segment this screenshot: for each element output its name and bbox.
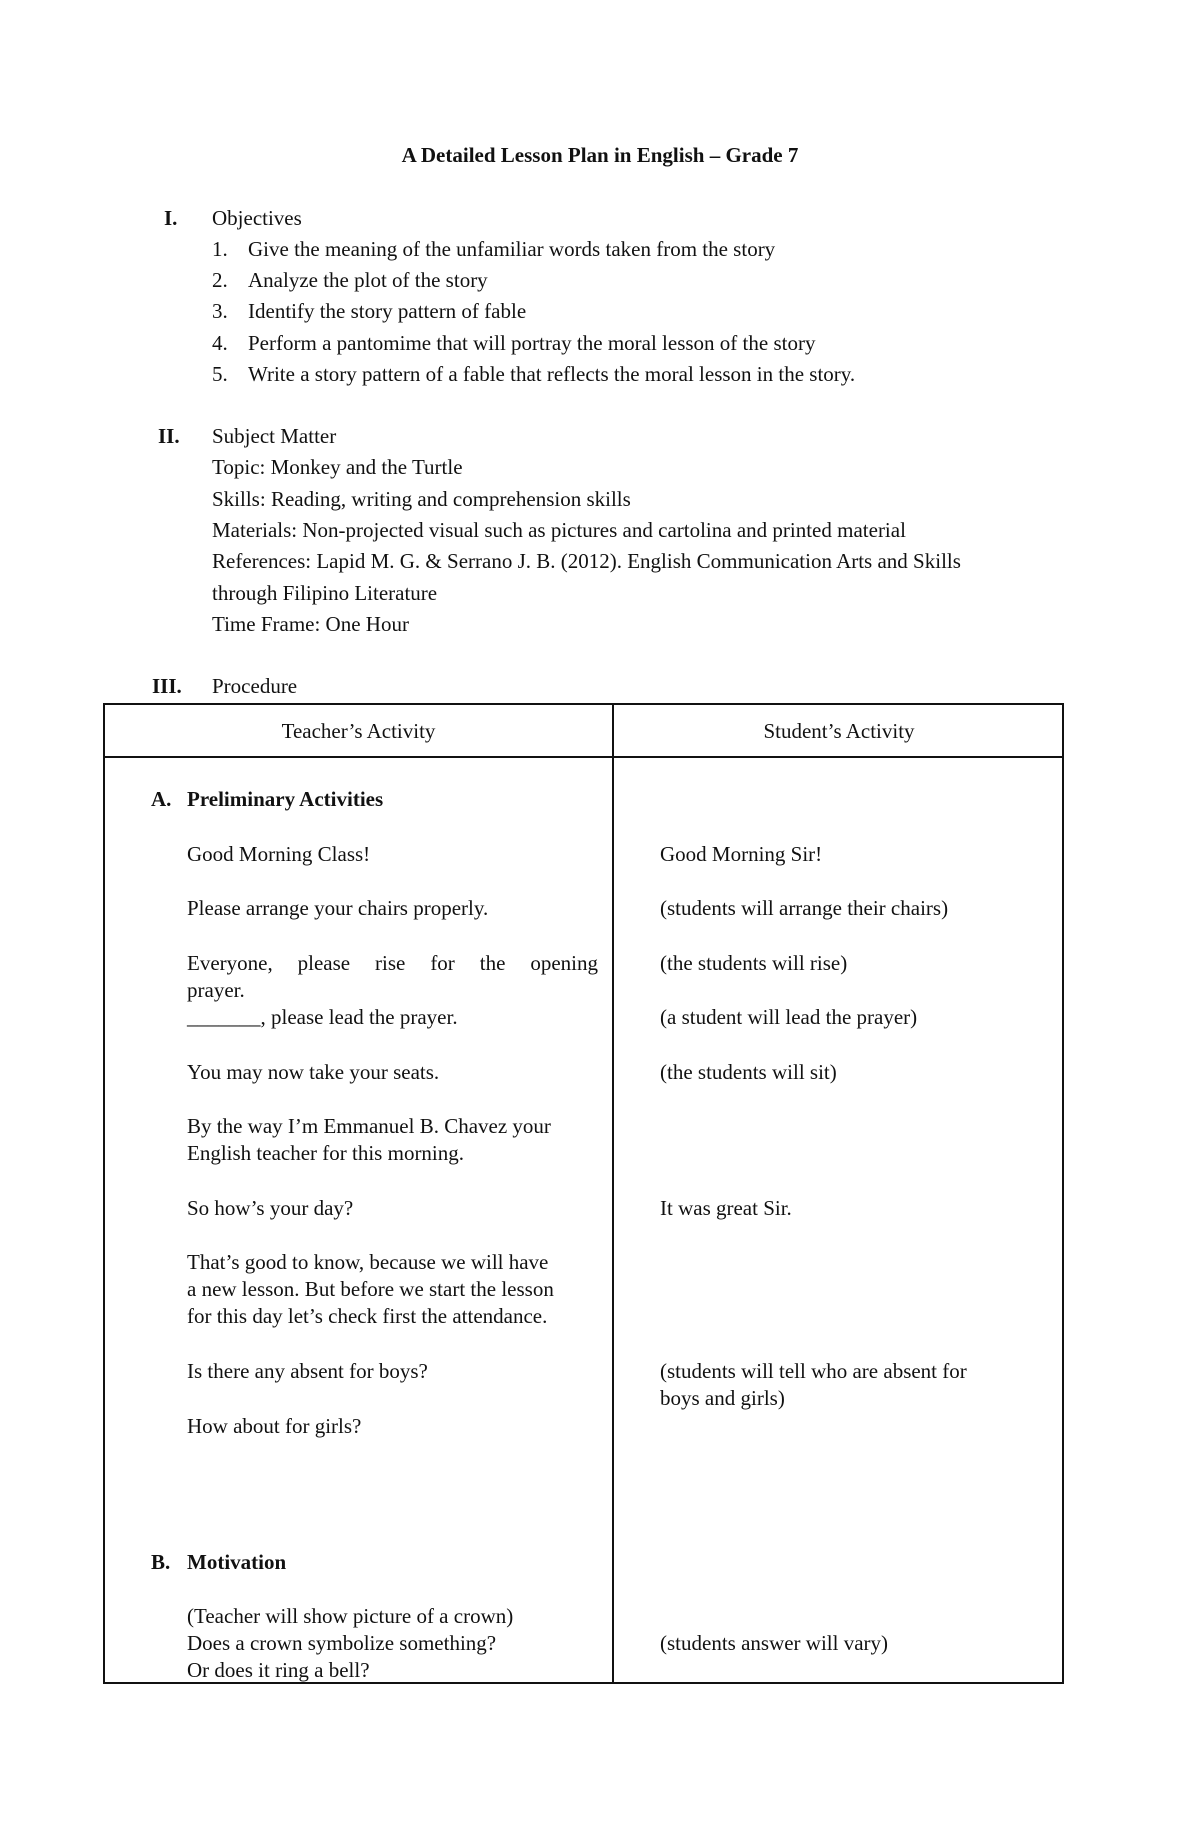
teacher-line: Is there any absent for boys? — [187, 1359, 428, 1383]
subject-matter-number: II. — [158, 424, 180, 448]
teacher-line: (Teacher will show picture of a crown) — [187, 1604, 514, 1628]
teacher-line: Does a crown symbolize something? — [187, 1631, 497, 1655]
teacher-line: for this day let’s check first the attendance. — [187, 1304, 548, 1328]
student-line: (students will arrange their chairs) — [660, 896, 949, 920]
teacher-line: Everyone, please rise for the opening — [187, 951, 598, 975]
student-line: (the students will rise) — [660, 951, 848, 975]
section-b-letter: B. — [151, 1550, 171, 1574]
subject-matter-heading: Subject Matter — [212, 424, 337, 448]
section-b-title: Motivation — [187, 1550, 287, 1574]
objective-item: Perform a pantomime that will portray the moral lesson of the story — [248, 331, 816, 355]
page-title: A Detailed Lesson Plan in English – Grade 7 — [401, 143, 799, 167]
student-line: Good Morning Sir! — [660, 842, 823, 866]
teacher-line: How about for girls? — [187, 1414, 362, 1438]
procedure-number: III. — [152, 674, 182, 698]
subject-references-cont: through Filipino Literature — [212, 581, 438, 605]
subject-time-frame: Time Frame: One Hour — [212, 612, 409, 636]
procedure-heading: Procedure — [212, 674, 298, 698]
teacher-activity-header: Teacher’s Activity — [281, 719, 436, 743]
teacher-line: prayer. — [187, 978, 245, 1002]
objective-item: Identify the story pattern of fable — [248, 299, 527, 323]
subject-skills: Skills: Reading, writing and comprehension skills — [212, 487, 631, 511]
objective-item: Analyze the plot of the story — [248, 268, 488, 292]
teacher-line: So how’s your day? — [187, 1196, 354, 1220]
teacher-line: Or does it ring a bell? — [187, 1658, 370, 1682]
student-line: (a student will lead the prayer) — [660, 1005, 918, 1029]
teacher-line: a new lesson. But before we start the lesson — [187, 1277, 554, 1301]
student-line: (students answer will vary) — [660, 1631, 889, 1655]
section-a-letter: A. — [151, 787, 172, 811]
objective-number: 2. — [212, 268, 228, 292]
teacher-line: English teacher for this morning. — [187, 1141, 465, 1165]
student-line: boys and girls) — [660, 1386, 785, 1410]
teacher-line: Please arrange your chairs properly. — [187, 896, 489, 920]
teacher-line: That’s good to know, because we will have — [187, 1250, 549, 1274]
header-divider — [105, 756, 1062, 758]
subject-references: References: Lapid M. G. & Serrano J. B. (2012). English Communication Arts and Skills — [212, 549, 961, 573]
teacher-line: _______, please lead the prayer. — [187, 1005, 458, 1029]
objective-number: 1. — [212, 237, 228, 261]
student-activity-header: Student’s Activity — [763, 719, 915, 743]
objective-item: Write a story pattern of a fable that reflects the moral lesson in the story. — [248, 362, 856, 386]
student-line: (students will tell who are absent for — [660, 1359, 967, 1383]
objective-number: 5. — [212, 362, 228, 386]
column-divider — [612, 705, 614, 1682]
teacher-line: Good Morning Class! — [187, 842, 371, 866]
teacher-line: By the way I’m Emmanuel B. Chavez your — [187, 1114, 551, 1138]
student-line: It was great Sir. — [660, 1196, 792, 1220]
subject-materials: Materials: Non-projected visual such as pictures and cartolina and printed material — [212, 518, 906, 542]
objectives-heading: Objectives — [212, 206, 302, 230]
teacher-line: You may now take your seats. — [187, 1060, 440, 1084]
subject-topic: Topic: Monkey and the Turtle — [212, 455, 463, 479]
objective-item: Give the meaning of the unfamiliar words taken from the story — [248, 237, 776, 261]
section-a-title: Preliminary Activities — [187, 787, 384, 811]
objective-number: 3. — [212, 299, 228, 323]
objective-number: 4. — [212, 331, 228, 355]
objectives-number: I. — [164, 206, 178, 230]
procedure-table — [103, 703, 1064, 1684]
student-line: (the students will sit) — [660, 1060, 837, 1084]
